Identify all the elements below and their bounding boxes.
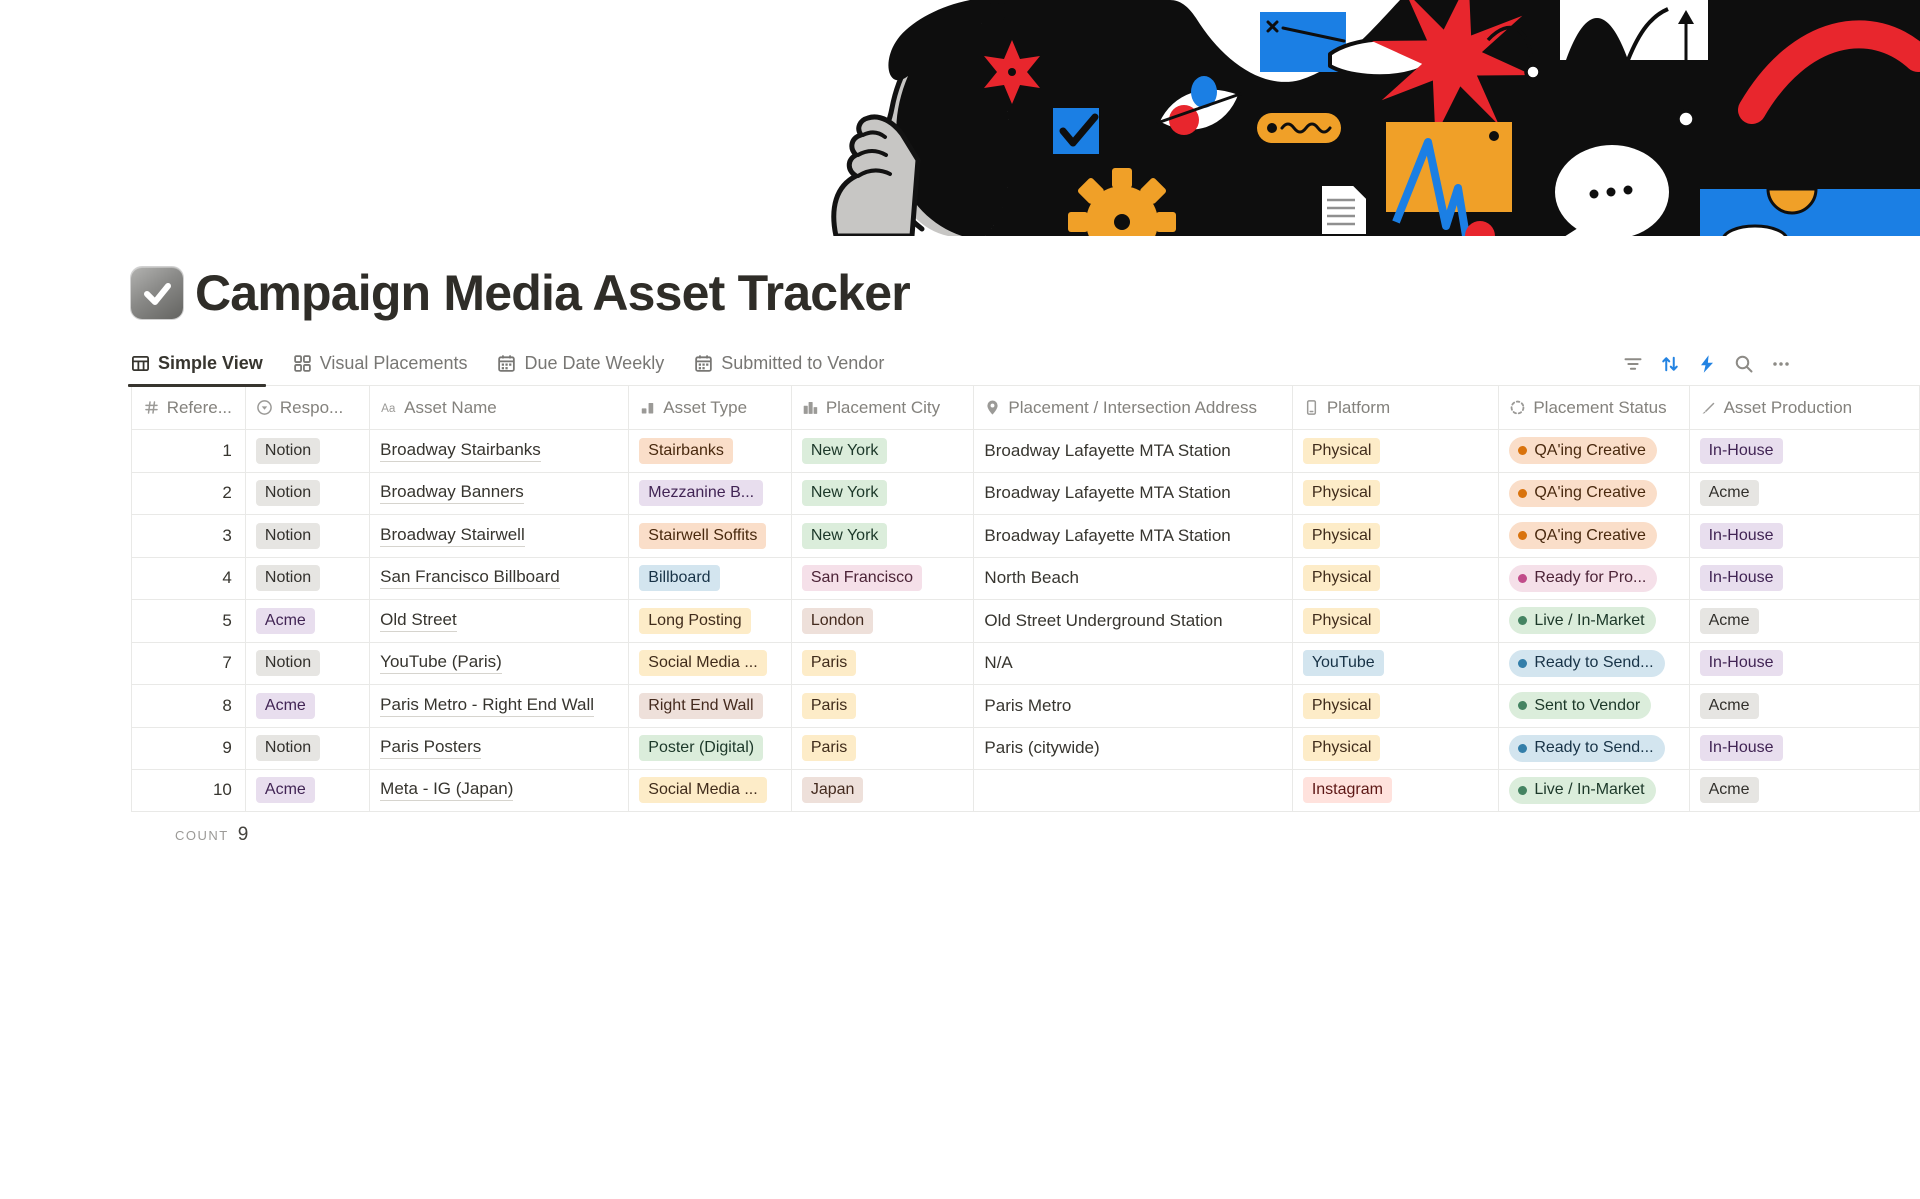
cell-platform[interactable] (1293, 558, 1500, 600)
cell-address[interactable]: Old Street Underground Station (974, 600, 1292, 642)
tag: Physical (1303, 608, 1381, 634)
cell-address[interactable]: Paris Metro (974, 685, 1292, 727)
column-header-label: Asset Production (1723, 397, 1853, 417)
cell-responsible[interactable] (246, 558, 370, 600)
cell-placement-city[interactable] (792, 770, 975, 811)
checkbox-icon (1053, 108, 1099, 154)
tag: New York (802, 480, 888, 506)
tag: Physical (1303, 438, 1381, 464)
cell-platform[interactable] (1293, 685, 1500, 727)
asset-name-link[interactable]: Old Street (380, 610, 457, 632)
hash-icon (143, 399, 160, 416)
tag: Physical (1303, 523, 1381, 549)
cell-asset-type[interactable] (629, 728, 792, 770)
table-row (132, 684, 1920, 727)
tag: Notion (256, 523, 320, 549)
cell-placement-city[interactable] (792, 430, 975, 472)
tag: Notion (256, 735, 320, 761)
banner-illustration (0, 0, 1920, 236)
tag: In-House (1700, 523, 1783, 549)
table-body (132, 429, 1920, 812)
check-icon (140, 276, 174, 310)
column-header-label: Platform (1326, 397, 1391, 417)
more-button[interactable] (1770, 353, 1792, 375)
status-dot (1518, 659, 1527, 668)
tag: Right End Wall (639, 693, 762, 719)
cell-asset-name[interactable] (370, 685, 629, 727)
column-header-label: Placement City (825, 397, 941, 417)
cell-address[interactable]: N/A (974, 643, 1292, 685)
tag: Acme (256, 777, 315, 803)
column-header-brush[interactable] (1690, 386, 1920, 429)
scribble-pill-icon (1257, 113, 1341, 143)
tab-label: Visual Placements (319, 353, 468, 373)
tag: Acme (1700, 777, 1759, 803)
cell-placement-status[interactable] (1499, 430, 1689, 472)
page-title[interactable]: Campaign Media Asset Tracker (195, 265, 910, 321)
tag: Notion (256, 650, 320, 676)
tag: Japan (802, 777, 864, 803)
tag: Notion (256, 565, 320, 591)
tag: Physical (1303, 693, 1381, 719)
count-row[interactable] (131, 812, 1920, 846)
cell-asset-production[interactable] (1690, 728, 1920, 770)
bars-icon (639, 399, 656, 416)
cell-placement-city[interactable] (792, 515, 975, 557)
cell-asset-name[interactable] (370, 770, 629, 811)
tag: Acme (256, 693, 315, 719)
cell-platform[interactable] (1293, 430, 1500, 472)
cell-reference[interactable]: 4 (132, 558, 246, 600)
status-dot (1518, 701, 1527, 710)
cell-responsible[interactable] (246, 685, 370, 727)
cell-placement-status[interactable] (1499, 728, 1689, 770)
cell-asset-production[interactable] (1690, 558, 1920, 600)
cell-placement-status[interactable] (1499, 643, 1689, 685)
tag: Long Posting (639, 608, 750, 634)
column-header-pin[interactable] (974, 386, 1292, 429)
filter-icon (1623, 354, 1643, 374)
pin-icon (984, 399, 1001, 416)
table-row (132, 599, 1920, 642)
bolt-icon (1697, 354, 1717, 374)
status-pill (1509, 437, 1657, 464)
tag: Mezzanine B... (639, 480, 763, 506)
cell-asset-type[interactable] (629, 685, 792, 727)
tab-simple-view[interactable] (131, 342, 263, 386)
cell-asset-type[interactable] (629, 600, 792, 642)
status-text: QA'ing Creative (1534, 484, 1646, 502)
cell-placement-status[interactable] (1499, 770, 1689, 811)
search-icon (1734, 354, 1754, 374)
cell-placement-status[interactable] (1499, 685, 1689, 727)
table-row (132, 769, 1920, 812)
status-text: Live / In-Market (1534, 611, 1645, 629)
search-button[interactable] (1733, 353, 1755, 375)
status-pill (1509, 735, 1664, 762)
column-header-status[interactable] (1499, 386, 1689, 429)
cell-asset-type[interactable] (629, 770, 792, 811)
table-row (132, 472, 1920, 515)
tag: Social Media ... (639, 650, 766, 676)
table-row (132, 514, 1920, 557)
cell-responsible[interactable] (246, 515, 370, 557)
tag: Billboard (639, 565, 719, 591)
asset-name-link[interactable]: Meta - IG (Japan) (380, 779, 513, 801)
cell-placement-city[interactable] (792, 558, 975, 600)
calendar-icon (694, 354, 713, 373)
city-icon (802, 399, 819, 416)
tag: Notion (256, 480, 320, 506)
status-dot (1518, 446, 1527, 455)
cell-asset-production[interactable] (1690, 430, 1920, 472)
tag: Physical (1303, 565, 1381, 591)
column-header-person[interactable] (246, 386, 370, 429)
cell-asset-name[interactable] (370, 515, 629, 557)
status-text: Sent to Vendor (1534, 696, 1641, 714)
cell-asset-production[interactable] (1690, 515, 1920, 557)
cell-address[interactable]: North Beach (974, 558, 1292, 600)
cell-platform[interactable] (1293, 515, 1500, 557)
cell-address[interactable] (974, 770, 1292, 811)
person-icon (256, 399, 273, 416)
calendar-icon (497, 354, 516, 373)
status-pill (1509, 565, 1657, 592)
status-text: Ready to Send... (1534, 739, 1654, 757)
aa-icon (380, 399, 397, 416)
cell-responsible[interactable] (246, 728, 370, 770)
cell-asset-production[interactable] (1690, 770, 1920, 811)
table-row (132, 642, 1920, 685)
tag: San Francisco (802, 565, 922, 591)
cell-asset-name[interactable] (370, 473, 629, 515)
cell-responsible[interactable] (246, 643, 370, 685)
column-header-bars[interactable] (629, 386, 792, 429)
tag: In-House (1700, 650, 1783, 676)
tag: New York (802, 523, 888, 549)
cell-platform[interactable] (1293, 473, 1500, 515)
cell-asset-type[interactable] (629, 643, 792, 685)
cell-placement-status[interactable] (1499, 515, 1689, 557)
ellipsis-icon (1771, 354, 1791, 374)
sort-icon (1660, 354, 1680, 374)
tag: Acme (1700, 693, 1759, 719)
tag: Poster (Digital) (639, 735, 763, 761)
column-header-hash[interactable] (132, 386, 246, 429)
cell-reference[interactable]: 10 (132, 770, 246, 811)
tag: In-House (1700, 565, 1783, 591)
table-icon (131, 354, 150, 373)
cell-platform[interactable] (1293, 770, 1500, 811)
status-icon (1509, 399, 1526, 416)
tab-visual-placements[interactable] (293, 342, 468, 386)
cell-platform[interactable] (1293, 643, 1500, 685)
tag: Paris (802, 650, 856, 676)
tab-label: Submitted to Vendor (721, 353, 885, 373)
cell-platform[interactable] (1293, 600, 1500, 642)
tab-label: Due Date Weekly (524, 353, 665, 373)
asset-name-link[interactable]: Broadway Stairwell (380, 525, 525, 547)
page-header (131, 264, 1920, 322)
grid-icon (293, 354, 312, 373)
cell-address[interactable]: Paris (citywide) (974, 728, 1292, 770)
tag: In-House (1700, 735, 1783, 761)
status-pill (1509, 777, 1655, 804)
cell-placement-status[interactable] (1499, 473, 1689, 515)
cell-reference[interactable]: 8 (132, 685, 246, 727)
cell-reference[interactable]: 3 (132, 515, 246, 557)
tag: Paris (802, 693, 856, 719)
cell-placement-city[interactable] (792, 473, 975, 515)
cell-responsible[interactable] (246, 430, 370, 472)
table-row (132, 429, 1920, 472)
cell-address[interactable]: Broadway Lafayette MTA Station (974, 515, 1292, 557)
cell-placement-city[interactable] (792, 685, 975, 727)
status-dot (1518, 786, 1527, 795)
asset-name-link[interactable]: YouTube (Paris) (380, 652, 502, 674)
status-pill (1509, 607, 1655, 634)
cell-responsible[interactable] (246, 473, 370, 515)
tab-submitted-to-vendor[interactable] (694, 342, 884, 386)
status-pill (1509, 480, 1657, 507)
status-dot (1518, 616, 1527, 625)
tag: Acme (256, 608, 315, 634)
cell-asset-production[interactable] (1690, 600, 1920, 642)
count-label: COUNT (175, 827, 229, 843)
cell-placement-city[interactable] (792, 600, 975, 642)
cell-placement-status[interactable] (1499, 600, 1689, 642)
column-header-label: Asset Type (663, 397, 748, 417)
asset-name-link[interactable]: San Francisco Billboard (380, 567, 560, 589)
status-text: QA'ing Creative (1534, 526, 1646, 544)
count-value: 9 (237, 823, 249, 845)
cell-asset-type[interactable] (629, 473, 792, 515)
cell-asset-type[interactable] (629, 558, 792, 600)
cell-reference[interactable]: 1 (132, 430, 246, 472)
tag: Stairwell Soffits (639, 523, 766, 549)
tag: Notion (256, 438, 320, 464)
column-header-label: Respo... (279, 397, 344, 417)
filter-button[interactable] (1622, 353, 1644, 375)
status-dot (1518, 489, 1527, 498)
status-dot (1518, 531, 1527, 540)
column-header-label: Placement Status (1533, 397, 1667, 417)
automations-button[interactable] (1696, 353, 1718, 375)
status-text: Ready for Pro... (1534, 569, 1647, 587)
cell-asset-type[interactable] (629, 515, 792, 557)
blue-slab (1700, 189, 1920, 236)
cell-responsible[interactable] (246, 770, 370, 811)
status-text: QA'ing Creative (1534, 441, 1646, 459)
column-header-label: Refere... (166, 397, 232, 417)
cell-placement-status[interactable] (1499, 558, 1689, 600)
table-header-row (132, 386, 1920, 429)
tag: Stairbanks (639, 438, 733, 464)
cell-asset-name[interactable] (370, 643, 629, 685)
column-header-city[interactable] (792, 386, 975, 429)
cell-asset-type[interactable] (629, 430, 792, 472)
tag: In-House (1700, 438, 1783, 464)
cell-platform[interactable] (1293, 728, 1500, 770)
column-header-label: Asset Name (404, 397, 497, 417)
view-toolbar (1622, 342, 1792, 386)
status-dot (1518, 744, 1527, 753)
tag: Acme (1700, 480, 1759, 506)
tag: Physical (1303, 735, 1381, 761)
cell-asset-name[interactable] (370, 430, 629, 472)
asset-name-link[interactable]: Paris Metro - Right End Wall (380, 695, 594, 717)
brush-icon (1700, 399, 1717, 416)
status-pill (1509, 522, 1657, 549)
device-icon (1303, 399, 1320, 416)
status-text: Live / In-Market (1534, 781, 1645, 799)
column-header-label: Placement / Intersection Address (1008, 397, 1257, 417)
tag: YouTube (1303, 650, 1384, 676)
cell-placement-city[interactable] (792, 728, 975, 770)
cell-placement-city[interactable] (792, 643, 975, 685)
cell-asset-name[interactable] (370, 558, 629, 600)
page-icon-checkbox[interactable] (131, 267, 183, 319)
status-text: Ready to Send... (1534, 654, 1654, 672)
tab-label: Simple View (158, 353, 263, 373)
status-dot (1518, 574, 1527, 583)
asset-table (131, 386, 1920, 812)
tag: Physical (1303, 480, 1381, 506)
tag: Instagram (1303, 777, 1392, 803)
tag: London (802, 608, 873, 634)
column-header-aa[interactable] (370, 386, 629, 429)
cell-responsible[interactable] (246, 600, 370, 642)
cell-address[interactable]: Broadway Lafayette MTA Station (974, 430, 1292, 472)
tag: Social Media ... (639, 777, 766, 803)
speech-bubble-icon (1555, 145, 1669, 236)
tab-due-date-weekly[interactable] (497, 342, 664, 386)
cell-asset-production[interactable] (1690, 685, 1920, 727)
cell-asset-production[interactable] (1690, 643, 1920, 685)
status-pill (1509, 692, 1651, 719)
cell-reference[interactable]: 9 (132, 728, 246, 770)
asset-name-link[interactable]: Paris Posters (380, 737, 481, 759)
tag: New York (802, 438, 888, 464)
tag: Paris (802, 735, 856, 761)
page-cover (0, 0, 1920, 236)
tag: Acme (1700, 608, 1759, 634)
cell-reference[interactable]: 2 (132, 473, 246, 515)
cell-reference[interactable]: 5 (132, 600, 246, 642)
asset-name-link[interactable]: Broadway Stairbanks (380, 440, 541, 462)
table-row (132, 727, 1920, 770)
table-row (132, 557, 1920, 600)
cell-address[interactable]: Broadway Lafayette MTA Station (974, 473, 1292, 515)
column-header-device[interactable] (1293, 386, 1500, 429)
status-pill (1509, 650, 1664, 677)
asset-name-link[interactable]: Broadway Banners (380, 482, 524, 504)
view-tabbar (131, 342, 1920, 386)
sort-button[interactable] (1659, 353, 1681, 375)
cell-asset-name[interactable] (370, 728, 629, 770)
cell-reference[interactable]: 7 (132, 643, 246, 685)
cell-asset-production[interactable] (1690, 473, 1920, 515)
cell-asset-name[interactable] (370, 600, 629, 642)
